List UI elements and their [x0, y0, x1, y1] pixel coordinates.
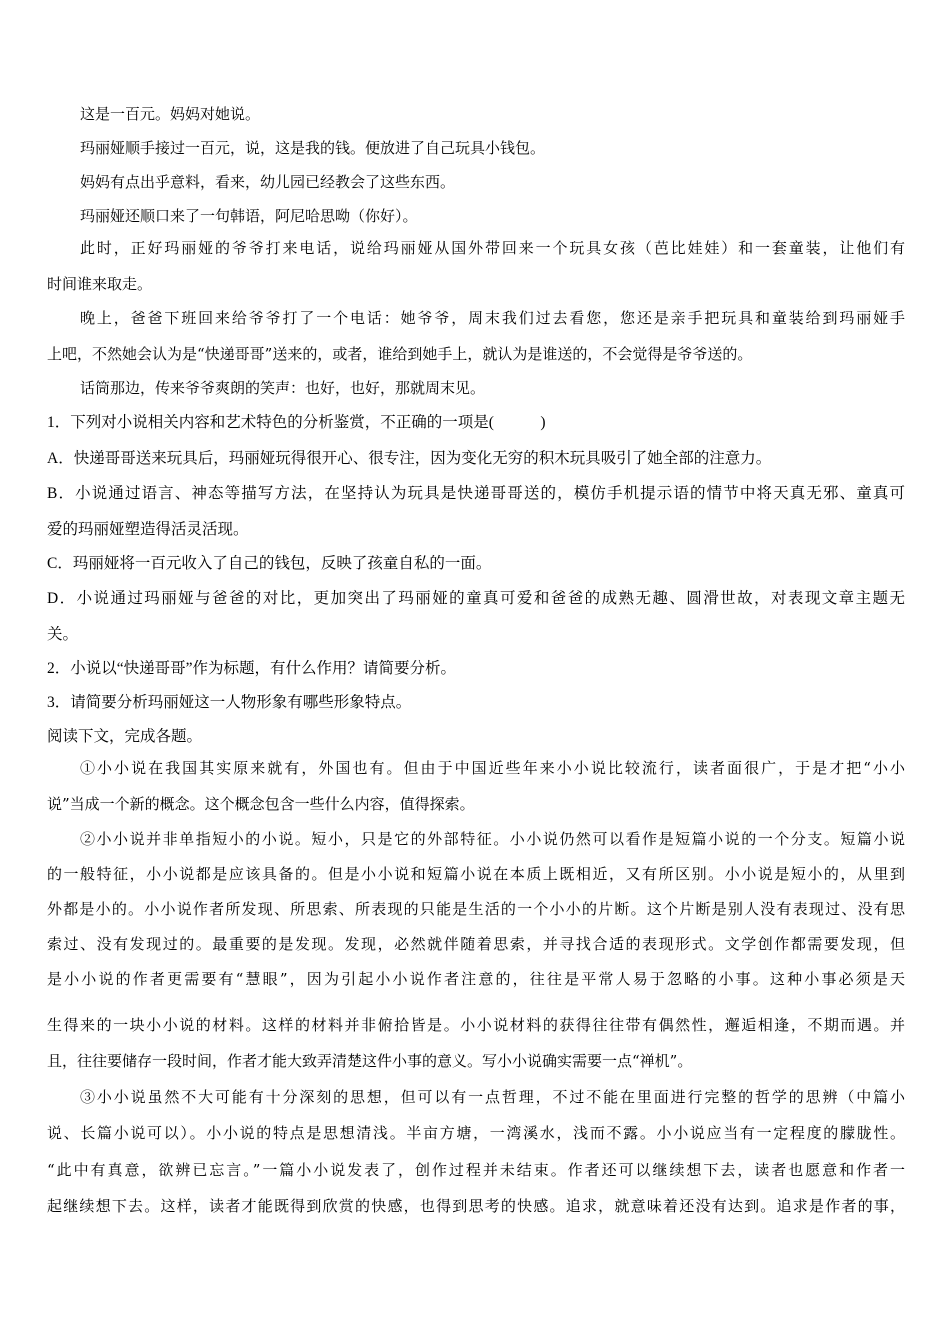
essay-paragraph-3-cont: 说、长篇小说可以）。小小说的特点是思想清浅。半亩方塘，一湾溪水，浅而不露。小小说应当有一定程度的朦胧性。 — [47, 1124, 905, 1142]
story-paragraph: 玛丽娅顺手接过一百元，说，这是我的钱。便放进了自己玩具小钱包。 — [80, 139, 546, 157]
story-paragraph-cont: 时间谁来取走。 — [47, 275, 153, 293]
essay-paragraph-2-cont: 的一般特征，小小说都是应该具备的。但是小小说和短篇小说在本质上既相近，又有所区别。小小说是短小的，从里到 — [47, 865, 905, 883]
essay-paragraph-1-cont: 说”当成一个新的概念。这个概念包含一些什么内容，值得探索。 — [47, 795, 475, 813]
question-2: 2．小说以“快递哥哥”作为标题，有什么作用？请简要分析。 — [47, 660, 457, 677]
reading-instruction: 阅读下文，完成各题。 — [47, 728, 203, 745]
essay-paragraph-1: ①小小说在我国其实原来就有，外国也有。但由于中国近些年来小小说比较流行，读者面很广，于是才把“小小 — [80, 759, 905, 777]
option-a: A．快递哥哥送来玩具后，玛丽娅玩得很开心、很专注，因为变化无穷的积木玩具吸引了她全部的注意力。 — [47, 450, 772, 467]
essay-paragraph-2-cont: 是小小说的作者更需要有“慧眼”，因为引起小小说作者注意的，往往是平常人易于忽略的小事。这种小事必须是天 — [47, 970, 905, 988]
essay-paragraph-2-cont: 且，往往要储存一段时间，作者才能大致弄清楚这件小事的意义。写小小说确实需要一点“禅机”。 — [47, 1052, 693, 1070]
story-paragraph: 这是一百元。妈妈对她说。 — [80, 105, 261, 123]
essay-paragraph-3-cont: 起继续想下去。这样，读者才能既得到欣赏的快感，也得到思考的快感。追求，就意味着还没有达到。追求是作者的事， — [47, 1197, 905, 1215]
essay-paragraph-2-cont: 生得来的一块小小说的材料。这样的材料并非俯拾皆是。小小说材料的获得往往带有偶然性，邂逅相逢，不期而遇。并 — [47, 1016, 905, 1034]
story-paragraph: 玛丽娅还顺口来了一句韩语，阿尼哈思呦（你好）。 — [80, 207, 418, 225]
essay-paragraph-2-cont: 索过、没有发现过的。最重要的是发现。发现，必然就伴随着思索，并寻找合适的表现形式。文学创作都需要发现，但 — [47, 935, 905, 953]
essay-paragraph-3-cont: “此中有真意，欲辨已忘言。”一篇小小说发表了，创作过程并未结束。作者还可以继续想下去，读者也愿意和作者一 — [47, 1161, 905, 1179]
essay-paragraph-2-cont: 外都是小的。小小说作者所发现、所思索、所表现的只能是生活的一个小小的片断。这个片断是别人没有表现过、没有思 — [47, 900, 905, 918]
option-b-cont: 爱的玛丽娅塑造得活灵活现。 — [47, 521, 249, 538]
story-paragraph-cont: 上吧，不然她会认为是“快递哥哥”送来的，或者，谁给到她手上，就认为是谁送的，不会觉得是爷爷送的。 — [47, 345, 753, 363]
option-c: C．玛丽娅将一百元收入了自己的钱包，反映了孩童自私的一面。 — [47, 555, 492, 572]
story-paragraph: 晚上，爸爸下班回来给爷爷打了一个电话：她爷爷，周末我们过去看您，您还是亲手把玩具和童装给到玛丽娅手 — [80, 309, 905, 327]
option-b: B．小说通过语言、神态等描写方法，在坚持认为玩具是快递哥哥送的，模仿手机提示语的情节中将天真无邪、童真可 — [47, 485, 905, 502]
story-paragraph: 话筒那边，传来爷爷爽朗的笑声：也好，也好，那就周末见。 — [80, 379, 486, 397]
story-paragraph: 此时，正好玛丽娅的爷爷打来电话，说给玛丽娅从国外带回来一个玩具女孩（芭比娃娃）和一套童装，让他们有 — [80, 239, 905, 257]
story-paragraph: 妈妈有点出乎意料，看来，幼儿园已经教会了这些东西。 — [80, 173, 456, 191]
option-d: D．小说通过玛丽娅与爸爸的对比，更加突出了玛丽娅的童真可爱和爸爸的成熟无趣、圆滑世故，对表现文章主题无 — [47, 590, 905, 607]
question-1: 1．下列对小说相关内容和艺术特色的分析鉴赏，不正确的一项是( ) — [47, 414, 546, 431]
question-3: 3．请简要分析玛丽娅这一人物形象有哪些形象特点。 — [47, 694, 412, 711]
essay-paragraph-3: ③小小说虽然不大可能有十分深刻的思想，但可以有一点哲理，不过不能在里面进行完整的哲学的思辨（中篇小 — [80, 1088, 905, 1106]
essay-paragraph-2: ②小小说并非单指短小的小说。短小，只是它的外部特征。小小说仍然可以看作是短篇小说的一个分支。短篇小说 — [80, 830, 905, 848]
option-d-cont: 关。 — [47, 626, 79, 643]
